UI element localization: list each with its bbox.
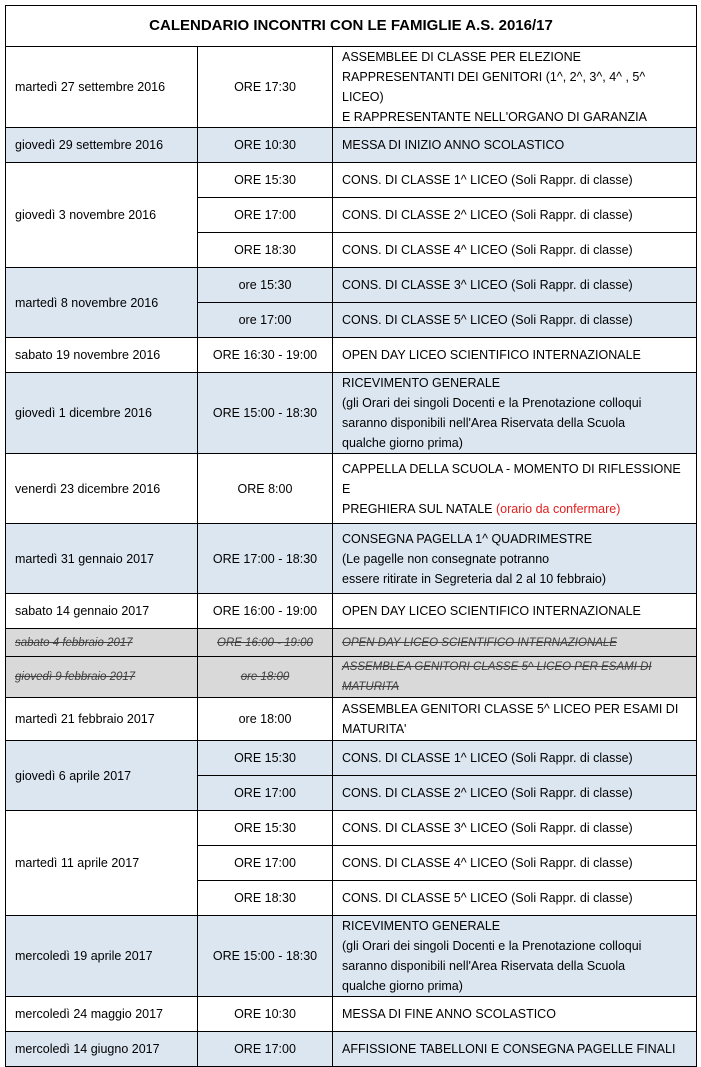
description-line: (gli Orari dei singoli Docenti e la Prenotazione colloqui [342,396,642,410]
calendar-table [5,5,697,1067]
description-line: ASSEMBLEA GENITORI CLASSE 5^ LICEO PER ESAMI DI [342,702,679,716]
event-description [333,47,697,128]
description-line: qualche giorno prima) [342,979,463,993]
description-line: saranno disponibili nell'Area Riservata della Scuola [342,959,626,973]
event-time: ORE 17:00 [198,776,333,811]
description-line: CONSEGNA PAGELLA 1^ QUADRIMESTRE [342,531,593,546]
event-time: ore 17:00 [198,303,333,338]
event-row [6,373,697,454]
event-time: ORE 17:00 [198,846,333,881]
event-description [333,698,697,741]
event-date: martedì 31 gennaio 2017 [6,524,198,594]
description-line: essere ritirate in Segreteria dal 2 al 10 febbraio) [342,571,607,586]
event-time: ORE 15:30 [198,163,333,198]
event-time: ORE 17:00 - 18:30 [198,524,333,594]
event-time: ore 15:30 [198,268,333,303]
event-date: martedì 21 febbraio 2017 [6,698,198,741]
event-time: ore 18:00 [198,657,333,698]
description-line: saranno disponibili nell'Area Riservata della Scuola [342,416,626,430]
event-time: ORE 16:00 - 19:00 [198,629,333,657]
event-time: ORE 17:30 [198,47,333,128]
event-date: sabato 19 novembre 2016 [6,338,198,373]
event-date: giovedì 9 febbraio 2017 [6,657,198,698]
event-description: CONS. DI CLASSE 2^ LICEO (Soli Rappr. di classe) [333,198,697,233]
event-description: CONS. DI CLASSE 1^ LICEO (Soli Rappr. di classe) [333,163,697,198]
event-description: OPEN DAY LICEO SCIENTIFICO INTERNAZIONALE [333,338,697,373]
event-date: sabato 14 gennaio 2017 [6,594,198,629]
event-date: martedì 11 aprile 2017 [6,811,198,916]
description-line: PREGHIERA SUL NATALE (orario da confermare) [342,501,621,516]
event-time: ORE 17:00 [198,198,333,233]
event-date: mercoledì 14 giugno 2017 [6,1032,198,1067]
description-line: qualche giorno prima) [342,436,463,450]
event-time: ORE 10:30 [198,997,333,1032]
event-date: giovedì 1 dicembre 2016 [6,373,198,454]
event-description: CONS. DI CLASSE 5^ LICEO (Soli Rappr. di classe) [333,303,697,338]
event-time: ORE 16:00 - 19:00 [198,594,333,629]
event-time: ORE 15:00 - 18:30 [198,373,333,454]
event-description: MESSA DI INIZIO ANNO SCOLASTICO [333,128,697,163]
event-date: venerdì 23 dicembre 2016 [6,454,198,524]
event-row [6,1032,697,1067]
event-description [333,524,697,594]
description-line: ASSEMBLEE DI CLASSE PER ELEZIONE [342,50,581,64]
event-time: ORE 10:30 [198,128,333,163]
event-date: mercoledì 19 aprile 2017 [6,916,198,997]
event-description: CONS. DI CLASSE 1^ LICEO (Soli Rappr. di classe) [333,741,697,776]
event-description: ASSEMBLEA GENITORI CLASSE 5^ LICEO PER ESAMI DI MATURITA [333,657,697,698]
event-date: martedì 8 novembre 2016 [6,268,198,338]
event-time: ORE 15:00 - 18:30 [198,916,333,997]
event-date: sabato 4 febbraio 2017 [6,629,198,657]
event-description: CONS. DI CLASSE 3^ LICEO (Soli Rappr. di classe) [333,811,697,846]
description-line: E RAPPRESENTANTE NELL'ORGANO DI GARANZIA [342,110,647,124]
calendar-body [6,6,697,1067]
event-time: ORE 8:00 [198,454,333,524]
event-row [6,163,697,198]
note-red: (orario da confermare) [496,501,621,516]
description-line: (Le pagelle non consegnate potranno [342,551,550,566]
event-row [6,338,697,373]
description-line: CAPPELLA DELLA SCUOLA - MOMENTO DI RIFLESSIONE E [342,461,681,496]
event-date: mercoledì 24 maggio 2017 [6,997,198,1032]
description-line: (gli Orari dei singoli Docenti e la Prenotazione colloqui [342,939,642,953]
event-row [6,524,697,594]
event-description: CONS. DI CLASSE 5^ LICEO (Soli Rappr. di classe) [333,881,697,916]
event-row [6,594,697,629]
event-row [6,741,697,776]
event-description [333,916,697,997]
event-row [6,47,697,128]
event-time: ORE 16:30 - 19:00 [198,338,333,373]
event-row [6,997,697,1032]
event-row [6,268,697,303]
event-time: ore 18:00 [198,698,333,741]
event-description: MESSA DI FINE ANNO SCOLASTICO [333,997,697,1032]
event-description: CONS. DI CLASSE 4^ LICEO (Soli Rappr. di classe) [333,233,697,268]
description-line: RICEVIMENTO GENERALE [342,376,501,390]
event-description: OPEN DAY LICEO SCIENTIFICO INTERNAZIONALE [333,594,697,629]
event-date: giovedì 3 novembre 2016 [6,163,198,268]
event-date: martedì 27 settembre 2016 [6,47,198,128]
event-row [6,454,697,524]
event-description [333,454,697,524]
event-row [6,128,697,163]
event-description: CONS. DI CLASSE 3^ LICEO (Soli Rappr. di classe) [333,268,697,303]
event-description: CONS. DI CLASSE 4^ LICEO (Soli Rappr. di classe) [333,846,697,881]
cancelled-event-row [6,629,697,657]
event-time: ORE 15:30 [198,741,333,776]
event-description: AFFISSIONE TABELLONI E CONSEGNA PAGELLE FINALI [333,1032,697,1067]
event-row [6,698,697,741]
event-description: OPEN DAY LICEO SCIENTIFICO INTERNAZIONALE [333,629,697,657]
event-time: ORE 17:00 [198,1032,333,1067]
event-row [6,811,697,846]
description-line: MATURITA' [342,722,407,736]
title-row [6,6,697,47]
event-time: ORE 18:30 [198,233,333,268]
event-date: giovedì 6 aprile 2017 [6,741,198,811]
description-line: RAPPRESENTANTI DEI GENITORI (1^, 2^, 3^, 4^ , 5^ LICEO) [342,70,646,104]
event-description: CONS. DI CLASSE 2^ LICEO (Soli Rappr. di classe) [333,776,697,811]
event-time: ORE 15:30 [198,811,333,846]
page-title: CALENDARIO INCONTRI CON LE FAMIGLIE A.S. 2016/17 [6,6,697,47]
description-line: RICEVIMENTO GENERALE [342,919,501,933]
event-row [6,916,697,997]
event-date: giovedì 29 settembre 2016 [6,128,198,163]
event-time: ORE 18:30 [198,881,333,916]
event-description [333,373,697,454]
cancelled-event-row [6,657,697,698]
